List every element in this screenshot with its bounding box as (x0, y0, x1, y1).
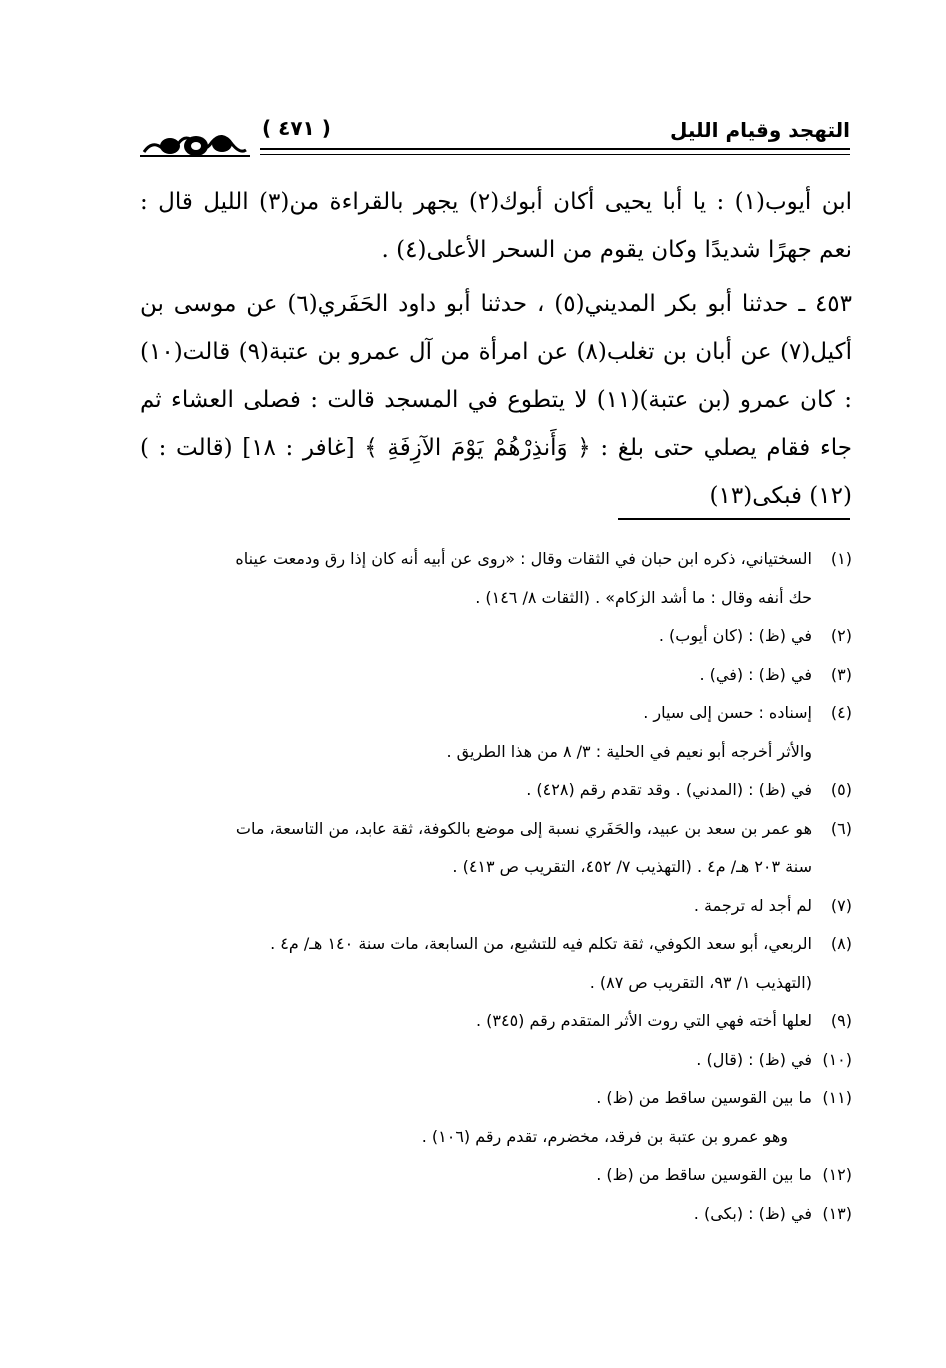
footnote-4-extra: والأثر أخرجه أبو نعيم في الحلية : ٣/ ٨ من هذا الطريق . (446, 741, 812, 761)
footnote-12 (140, 1156, 852, 1195)
footnote-11 (140, 1079, 852, 1118)
footnote-text: إسناده : حسن إلى سيار . (643, 703, 812, 722)
footnote-number: (١٣) (822, 1203, 852, 1223)
footnote-number: (١٠) (822, 1049, 852, 1069)
footnote-8 (140, 925, 852, 964)
footnote-text: في (ظ) : (قال) . (696, 1049, 812, 1069)
footnote-13 (140, 1195, 852, 1234)
footnote-number: (٢) (830, 626, 852, 645)
footnote-number: (٨) (830, 934, 852, 953)
page-number: ( ٤٧١ ) (262, 116, 331, 140)
footnote-3 (140, 656, 852, 695)
footnote-text: في (ظ) : (في) . (699, 664, 812, 684)
footnote-2 (140, 617, 852, 656)
footnote-5 (140, 771, 852, 810)
footnote-text: هو عمر بن سعد بن عبيد، والحَفَري نسبة إلى موضع بالكوفة، ثقة عابد، من التاسعة، مات (235, 818, 812, 838)
footnote-number: (٣) (830, 664, 852, 684)
footnote-6 (140, 810, 852, 849)
main-text (140, 178, 852, 526)
footnote-text: لعلها أخته فهي التي روت الأثر المتقدم رقم (٣٤٥) . (475, 1011, 812, 1030)
header-title: التهجد وقيام الليل (669, 118, 850, 142)
footnote-text: في (ظ) : (المدني) . وقد تقدم رقم (٤٢٨) . (526, 780, 812, 799)
footnote-text: في (ظ) : (كان أيوب) . (658, 626, 812, 645)
footnote-text: في (ظ) : (بكى) . (693, 1203, 812, 1223)
footnote-4 (140, 694, 852, 733)
footnote-10 (140, 1041, 852, 1080)
footnote-number: (٤) (830, 703, 852, 722)
footnote-number: (١٢) (822, 1165, 852, 1184)
footnote-number: (١١) (822, 1088, 852, 1107)
footnote-text: ما بين القوسين ساقط من (ظ) . (596, 1165, 812, 1184)
paragraph-2: ٤٥٣ ـ حدثنا أبو بكر المديني(٥) ، حدثنا أبو داود الحَفَري(٦) عن موسى بن أكيل(٧) عن أبان بن تغلب(٨) عن امرأة من آل عمرو بن عتبة(٩) قالت(١٠) : كان عمرو (بن عتبة)(١١) لا يتطوع في المسجد قالت : فصلى العشاء ثم جاء فقام يصلي حتى بلغ : ﴿ وَأَنذِرْهُمْ يَوْمَ الآزِفَةِ ﴾ [غافر : ١٨] (قالت : )(١٢) فبكى(١٣) (140, 291, 852, 509)
footnote-number: (٥) (830, 780, 852, 799)
footnote-1-continuation: حك أنفه وقال : ما أشد الزكام» . (الثقات ٨/ ١٤٦) . (475, 587, 812, 607)
footnote-divider (618, 518, 850, 520)
footnote-number: (٦) (830, 818, 852, 838)
footnote-text: لم أجد له ترجمة . (693, 895, 812, 915)
footnote-11-extra: وهو عمرو بن عتبة بن فرقد، مخضرم، تقدم رقم (١٠٦) . (421, 1126, 788, 1146)
footnote-7 (140, 887, 852, 926)
footnote-9 (140, 1002, 852, 1041)
ornament-icon (140, 122, 250, 162)
footnote-text: الربعي، أبو سعد الكوفي، ثقة تكلم فيه للتشيع، من السابعة، مات سنة ١٤٠ هـ/ م٤ . (270, 934, 812, 953)
footnote-8-continuation: (التهذيب ١/ ٩٣، التقريب ص ٨٧) . (589, 972, 812, 992)
paragraph-1: ابن أيوب(١) : يا أبا يحيى أكان أبوك(٢) يجهر بالقراءة من(٣) الليل قال : نعم جهرًا شديدًا وكان يقوم من السحر الأعلى(٤) . (140, 189, 853, 263)
footnote-number: (١) (830, 549, 852, 568)
footnote-text: ما بين القوسين ساقط من (ظ) . (596, 1088, 812, 1107)
footnote-1 (140, 540, 852, 579)
footnotes (140, 540, 852, 1233)
footnote-text: السختياني، ذكره ابن حبان في الثقات وقال : «روى عن أبيه أنه كان إذا رق ودمعت عيناه (235, 549, 812, 568)
header-rule (260, 148, 850, 155)
footnote-6-continuation: سنة ٢٠٣ هـ/ م٤ . (التهذيب ٧/ ٤٥٢، التقريب ص ٤١٣) . (452, 857, 812, 876)
running-header (140, 112, 850, 162)
footnote-number: (٩) (830, 1011, 852, 1030)
footnote-number: (٧) (830, 895, 852, 915)
